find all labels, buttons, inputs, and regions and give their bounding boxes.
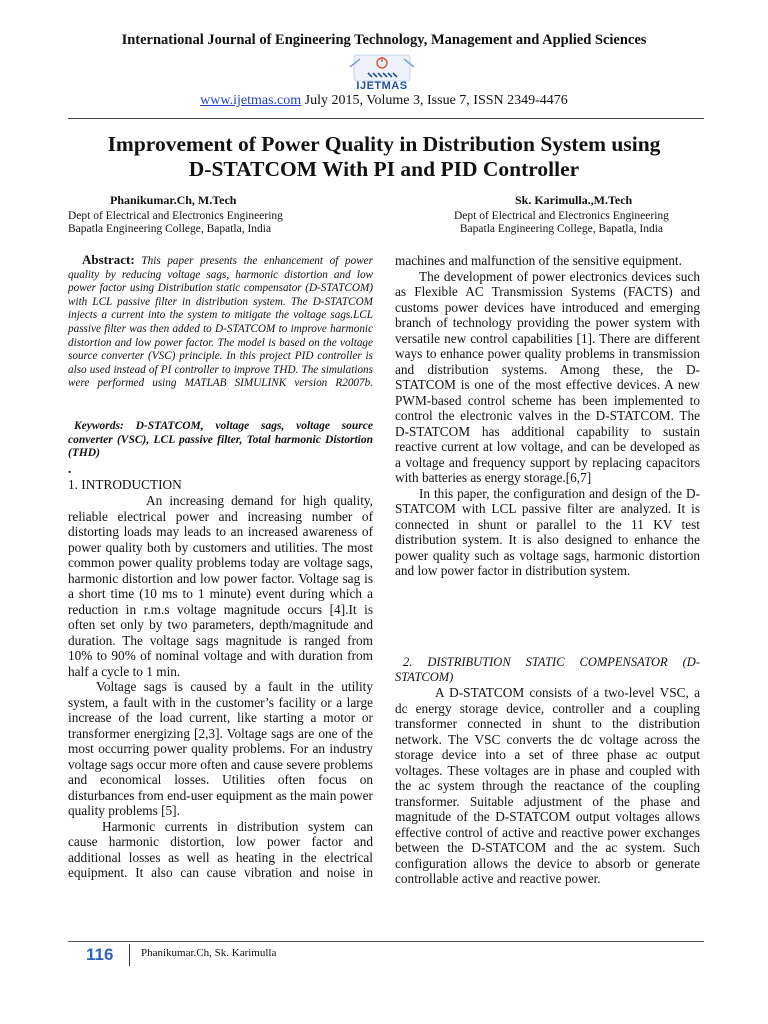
journal-title: International Journal of Engineering Technology, Management and Applied Sciences bbox=[121, 32, 647, 48]
paper-title-line-1: Improvement of Power Quality in Distribution System using bbox=[107, 132, 661, 156]
right-column-body bbox=[395, 253, 700, 579]
issue-details: July 2015, Volume 3, Issue 7, ISSN 2349-4476 bbox=[304, 93, 568, 108]
journal-url-link[interactable]: www.ijetmas.com bbox=[200, 93, 302, 108]
issue-line bbox=[0, 93, 768, 109]
author-2-name: Sk. Karimulla.,M.Tech bbox=[515, 193, 633, 207]
paper-title bbox=[60, 132, 708, 182]
abstract-block bbox=[68, 253, 373, 391]
section-2-heading-block bbox=[395, 655, 700, 685]
intro-body bbox=[68, 493, 373, 881]
author-1-dept: Dept of Electrical and Electronics Engineering bbox=[68, 210, 283, 222]
right-paragraph-2: In this paper, the configuration and design of the D-STATCOM with LCL passive filter are analyzed. It is connected in shunt or parallel to the 11 KV test distribution system. It is also designed to enhance the power quality such as voltage sags, harmonic distortion and low power factor in distribution system. bbox=[395, 485, 700, 578]
section-2-heading: 2. DISTRIBUTION STATIC COMPENSATOR (D-STATCOM) bbox=[395, 655, 700, 684]
intro-paragraph-2: Voltage sags is caused by a fault in the utility system, a fault with in the customer’s facility or a large increase of the load current, like starting a motor or transformer energizing [2,3]. Voltage sags are one of the most occurring power quality problems. For an industry voltage sags occur more often and cause severe problems and economical losses. Utilities often focus on disturbances from end-user equipment as the main power quality problems [5]. bbox=[68, 679, 373, 818]
intro-paragraph-1: An increasing demand for high quality, reliable electrical power and increasing number of distorting loads may leads to an increased awareness of power quality both by customers and utilities. The most common power quality problems today are voltage sags, harmonic distortion and low power factor. Voltage sag is a short time (10 ms to 1 minute) event during which a reduction in r.m.s voltage magnitude occurs [4].It is often set only by two parameters, depth/magnitude and duration. The voltage sags magnitude is ranged from 10% to 90% of nominal voltage and with duration from half a cycle to 1 min. bbox=[68, 493, 373, 679]
stray-dot: . bbox=[68, 461, 72, 476]
abstract-text: This paper presents the enhancement of power quality by reducing voltage sags, harmonic distortion and low power factor using Distribution static compensator (D-STATCOM) with LCL passive filter in distribution system. The D-STATCOM injects a current into the system to mitigate the voltage sags.LCL passive filter was then added to D-STATCOM to improve harmonic distortion and low power factor. The model is based on the voltage source converter (VSC) principle. In this project PID controller is also used instead of PI controller to improve THD. The simulations were performed using MATLAB SIMULINK version R2007b. bbox=[68, 255, 374, 390]
abstract-paragraph bbox=[68, 253, 373, 391]
keywords: Keywords: D-STATCOM, voltage sags, voltage source converter (VSC), LCL passive filter, Total harmonic Distortion (THD) bbox=[68, 420, 373, 459]
author-2-dept: Dept of Electrical and Electronics Engineering bbox=[454, 210, 669, 222]
right-paragraph-continuation: machines and malfunction of the sensitive equipment. bbox=[395, 253, 682, 268]
footer-divider bbox=[129, 944, 130, 966]
section-2-paragraph-1: A D-STATCOM consists of a two-level VSC, a dc energy storage device, controller and a coupling transformer connected in shunt to the distribution network. The VSC converts the dc voltage across the storage device into a set of three phase ac output voltages. These voltages are in phase and coupled with the ac system through the reactance of the coupling transformer. Suitable adjustment of the phase and magnitude of the D-STATCOM output voltages allows effective control of active and reactive power exchanges between the D-STATCOM and the ac system. Such configuration allows the device to absorb or generate controllable active and reactive power. bbox=[395, 685, 700, 886]
author-1-institution: Bapatla Engineering College, Bapatla, India bbox=[68, 223, 272, 235]
page-number: 116 bbox=[86, 945, 114, 964]
header-rule bbox=[68, 118, 704, 119]
author-2-affiliation bbox=[454, 210, 669, 236]
author-1-affiliation bbox=[68, 210, 283, 236]
author-2-institution: Bapatla Engineering College, Bapatla, India bbox=[459, 223, 663, 235]
right-paragraph-1: The development of power electronics devices such as Flexible AC Transmission Systems (FACTS) and customs power devices have introduced and emerging branch of technology providing the power system with versatile new control capabilities [1]. There are different ways to enhance power quality problems in transmission and distribution systems. Among these, the D-STATCOM is one of the most effective devices. A new PWM-based control scheme has been implemented to control the electronic valves in the D-STATCOM. The D-STATCOM has additional capability to sustain reactive current at low voltage, and can be developed as a voltage and frequency support by replacing capacitors with batteries as energy storage.[6,7] bbox=[395, 268, 700, 485]
author-1-name: Phanikumar.Ch, M.Tech bbox=[110, 193, 237, 207]
keywords-block bbox=[68, 420, 373, 461]
footer-authors: Phanikumar.Ch, Sk. Karimulla bbox=[141, 947, 277, 959]
intro-paragraph-3: Harmonic currents in distribution system can cause harmonic distortion, low power factor and additional losses as well as heating in the electrical equipment. It also can cause vibration and noise in bbox=[68, 818, 373, 880]
logo-text: IJETMAS bbox=[356, 80, 408, 92]
intro-heading: 1. INTRODUCTION bbox=[68, 477, 182, 492]
paper-title-line-2: D-STATCOM With PI and PID Controller bbox=[188, 157, 580, 181]
footer-rule bbox=[68, 941, 704, 942]
abstract-label: Abstract: bbox=[82, 252, 135, 267]
section-2-body bbox=[395, 685, 700, 887]
